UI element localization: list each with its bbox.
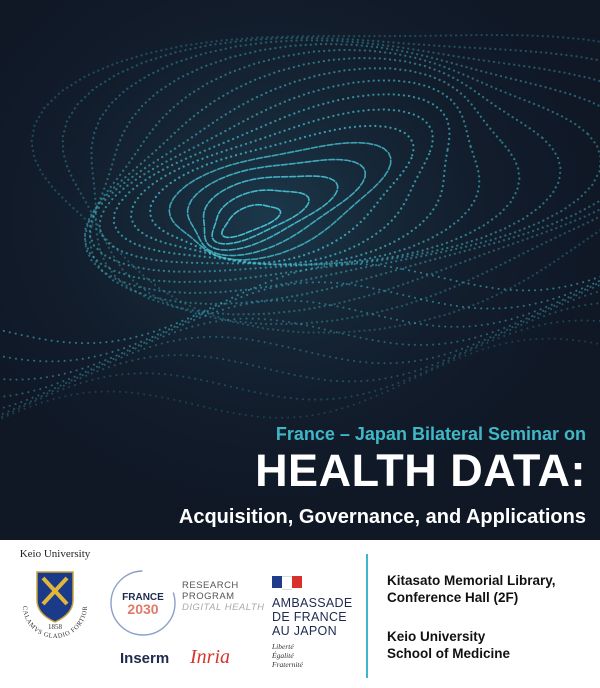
france-2030-logo bbox=[108, 568, 178, 638]
rp-line-3: DIGITAL HEALTH bbox=[182, 602, 265, 613]
divider bbox=[366, 554, 368, 678]
venue-line-2: Conference Hall (2F) bbox=[387, 590, 519, 605]
rp-line-2: PROGRAM bbox=[182, 591, 235, 602]
venue-line-3: Keio University bbox=[387, 629, 486, 644]
motto-fraternite: Fraternité bbox=[272, 660, 303, 669]
seminar-tagline: Acquisition, Governance, and Applications bbox=[178, 506, 586, 528]
seminar-subtitle: France – Japan Bilateral Seminar on bbox=[275, 424, 586, 444]
keio-logo bbox=[10, 548, 100, 646]
france2030-label: FRANCE bbox=[122, 592, 164, 603]
keio-seal-year: 1858 bbox=[48, 623, 62, 631]
footer-logos bbox=[0, 540, 600, 688]
venue-line-4: School of Medicine bbox=[387, 646, 511, 661]
rp-line-1: RESEARCH bbox=[182, 580, 239, 591]
embassy-line-3: AU JAPON bbox=[272, 624, 337, 638]
keio-seal-motto: CALAMVS GLADIO FORTIOR bbox=[20, 605, 90, 641]
embassy-logo bbox=[272, 596, 353, 638]
research-program-label bbox=[182, 580, 265, 613]
seminar-title: HEALTH DATA: bbox=[255, 445, 586, 496]
inserm-logo: Inserm bbox=[120, 650, 170, 667]
french-flag-icon bbox=[272, 576, 302, 588]
venue-school bbox=[387, 628, 510, 662]
keio-university-name: Keio University bbox=[19, 548, 91, 560]
france2030-year: 2030 bbox=[127, 601, 159, 617]
motto-egalite: Égalité bbox=[272, 651, 294, 660]
embassy-line-1: AMBASSADE bbox=[272, 596, 353, 610]
venue-line-1: Kitasato Memorial Library, bbox=[387, 573, 556, 588]
venue-library bbox=[387, 572, 556, 606]
keio-seal-icon bbox=[15, 566, 95, 646]
embassy-motto bbox=[272, 642, 303, 669]
inria-logo: Inria bbox=[190, 646, 230, 668]
motto-liberte: Liberté bbox=[272, 642, 294, 651]
embassy-line-2: DE FRANCE bbox=[272, 610, 347, 624]
